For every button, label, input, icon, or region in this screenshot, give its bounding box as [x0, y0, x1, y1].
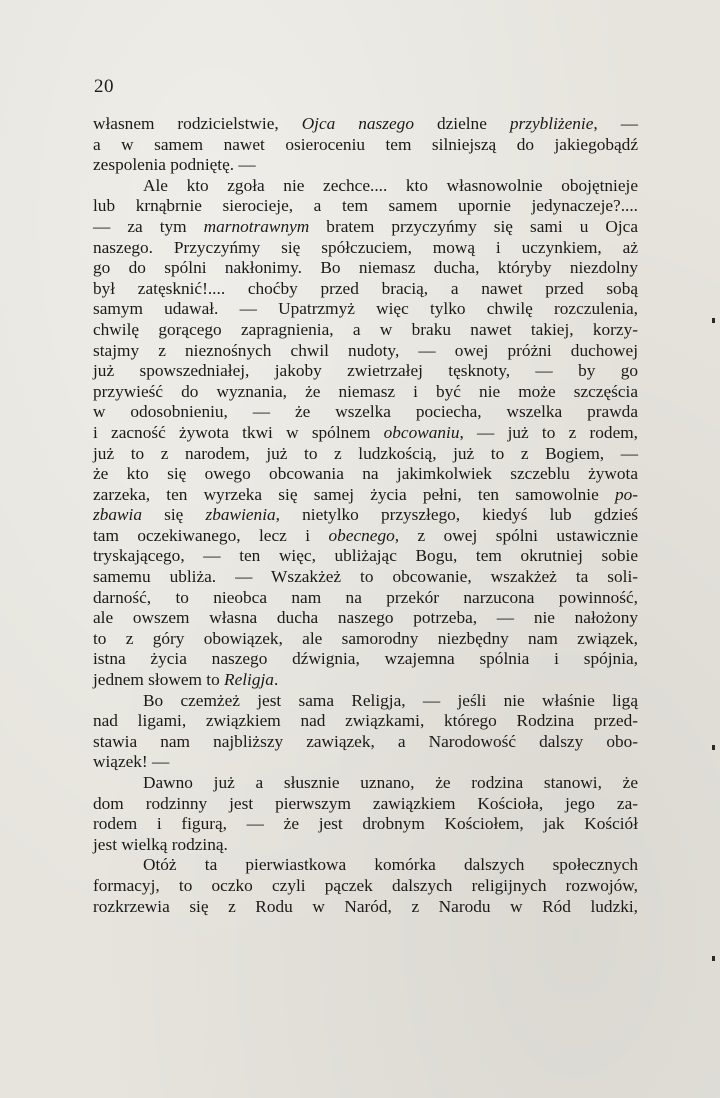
text-run: dzielne — [413, 114, 510, 133]
text-run: rozkrzewia się z Rodu w Naród, z Narodu w Ród ludzki, — [93, 896, 638, 916]
text-run: i zacność żywota tkwi w spólnem — [93, 422, 384, 442]
text-line — [93, 732, 638, 753]
text-run: jednem słowem to — [93, 670, 225, 690]
text-run: . — [273, 670, 279, 690]
text-run: tam oczekiwanego, lecz i — [93, 525, 329, 545]
text-line — [93, 485, 638, 506]
text-line — [93, 505, 638, 526]
text-run: własnem rodzicielstwie, — [93, 114, 302, 133]
text-line — [93, 361, 638, 382]
text-run: tryskającego, — ten więc, ubliżając Bogu, tem okrutniej sobie — [93, 546, 638, 566]
text-run: , nietylko przyszłego, kiedyś lub gdzieś — [275, 505, 638, 525]
text-run: , — — [593, 114, 638, 133]
text-line — [93, 196, 638, 217]
text-line — [93, 526, 638, 547]
text-run: istna życia naszego dźwignia, wzajemna spólnia i spójnia, — [93, 649, 638, 669]
text-line — [93, 814, 638, 835]
text-run: zespolenia podniętę. — — [93, 155, 256, 175]
text-line — [93, 835, 638, 856]
text-line — [93, 608, 638, 629]
text-line — [93, 546, 638, 567]
text-run: ale owszem własna ducha naszego potrzeba, — nie nałożony — [93, 608, 638, 628]
text-line — [93, 876, 638, 897]
text-run: już spowszedniałej, jakoby zwietrzałej tęsknoty, — by go — [93, 361, 638, 381]
text-line — [93, 320, 638, 341]
text-run: samym udawał. — Upatrzmyż więc tylko chwilę rozczulenia, — [93, 299, 638, 319]
text-run: nad ligami, związkiem nad związkami, którego Rodzina przed- — [93, 711, 638, 731]
italic-text: zbawienia — [205, 505, 276, 525]
text-run: zarzeka, ten wyrzeka się samej życia pełni, ten samowolnie — [93, 484, 615, 504]
text-line — [93, 567, 638, 588]
text-run: stajmy z nieznośnych chwil nudoty, — owej próżni duchowej — [93, 340, 638, 360]
italic-text: obecnego — [328, 525, 395, 545]
text-line — [93, 752, 638, 773]
text-run: go do spólni nakłonimy. Bo niemasz ducha, któryby niezdolny — [93, 258, 638, 278]
text-line — [93, 711, 638, 732]
text-line — [93, 279, 638, 300]
text-run: w odosobnieniu, — że wszelka pociecha, wszelka prawda — [93, 402, 638, 422]
text-run: dom rodzinny jest pierwszym zawiązkiem Kościoła, jego za- — [93, 793, 638, 813]
text-line — [93, 135, 638, 156]
body-text — [93, 114, 638, 917]
text-run: formacyj, to oczko czyli pączek dalszych religijnych rozwojów, — [93, 875, 638, 895]
text-line — [93, 382, 638, 403]
text-line — [93, 464, 638, 485]
text-run: samemu ubliża. — Wszakżeż to obcowanie, wszakżeż ta soli- — [93, 567, 638, 587]
text-run: a w samem nawet osieroceniu tem silniejszą do jakiegobądź — [93, 134, 638, 154]
text-run: rodem i figurą, — że jest drobnym Kościołem, jak Kościół — [93, 814, 638, 834]
text-run: Otóż ta pierwiastkowa komórka dalszych społecznych — [143, 855, 638, 875]
text-run: Bo czemżeż jest sama Religja, — jeśli nie właśnie ligą — [143, 690, 638, 710]
text-run: Ale kto zgoła nie zechce.... kto własnowolnie obojętnieje — [143, 175, 638, 195]
text-line — [93, 629, 638, 650]
text-run: stawia nam najbliższy zawiązek, a Narodowość dalszy obo- — [93, 731, 638, 751]
italic-text: Ojca naszego — [301, 114, 414, 133]
text-line — [93, 176, 638, 197]
scan-edge-mark — [712, 745, 715, 750]
italic-text: przybliżenie — [509, 114, 594, 133]
text-run: chwilę gorącego zapragnienia, a w braku nawet takiej, korzy- — [93, 319, 638, 339]
text-run: wiązek! — — [93, 752, 170, 772]
text-line — [93, 299, 638, 320]
text-line — [93, 217, 638, 238]
text-run: lub krnąbrnie sierocieje, a tem samem upornie jedynaczeje?.... — [93, 196, 638, 216]
text-line — [93, 238, 638, 259]
text-line — [93, 588, 638, 609]
text-run: , z owej spólni ustawicznie — [394, 525, 638, 545]
text-run: się — [141, 505, 206, 525]
italic-text: obcowaniu — [383, 422, 460, 442]
text-run: jest wielką rodziną. — [93, 834, 228, 854]
scan-edge-mark — [712, 318, 715, 323]
text-line — [93, 773, 638, 794]
italic-text: marnotrawnym — [203, 216, 310, 236]
text-line — [93, 155, 638, 176]
text-run: że kto się owego obcowania na jakimkolwiek szczeblu żywota — [93, 464, 638, 484]
text-line — [93, 258, 638, 279]
text-run: , — już to z rodem, — [459, 422, 639, 442]
text-run: to z góry obowiązek, ale samorodny niezbędny nam związek, — [93, 628, 638, 648]
italic-text: po- — [614, 484, 638, 504]
text-line — [93, 649, 638, 670]
italic-text: Religja — [224, 670, 274, 690]
text-run: przywieść do wyznania, że niemasz i być nie może szczęścia — [93, 381, 638, 401]
text-line — [93, 423, 638, 444]
text-run: Dawno już a słusznie uznano, że rodzina stanowi, że — [143, 773, 638, 792]
text-run: już to z narodem, już to z ludzkością, już to z Bogiem, — — [93, 443, 638, 463]
text-run: był zatęsknić!.... choćby przed bracią, a nawet przed sobą — [93, 278, 638, 298]
text-line — [93, 402, 638, 423]
scan-edge-mark — [712, 956, 715, 961]
text-line — [93, 855, 638, 876]
text-run: bratem przyczyńmy się sami u Ojca — [309, 216, 638, 236]
italic-text: zbawia — [93, 505, 142, 525]
text-line — [93, 691, 638, 712]
text-run: — za tym — [93, 216, 204, 236]
text-line — [93, 670, 638, 691]
text-line — [93, 341, 638, 362]
text-run: naszego. Przyczyńmy się spółczuciem, mową i uczynkiem, aż — [93, 237, 638, 257]
page-number: 20 — [94, 76, 114, 97]
text-line — [93, 897, 638, 918]
text-run: darność, to nieobca nam na przekór narzucona powinność, — [93, 587, 638, 607]
text-line — [93, 114, 638, 135]
text-line — [93, 444, 638, 465]
text-line — [93, 794, 638, 815]
